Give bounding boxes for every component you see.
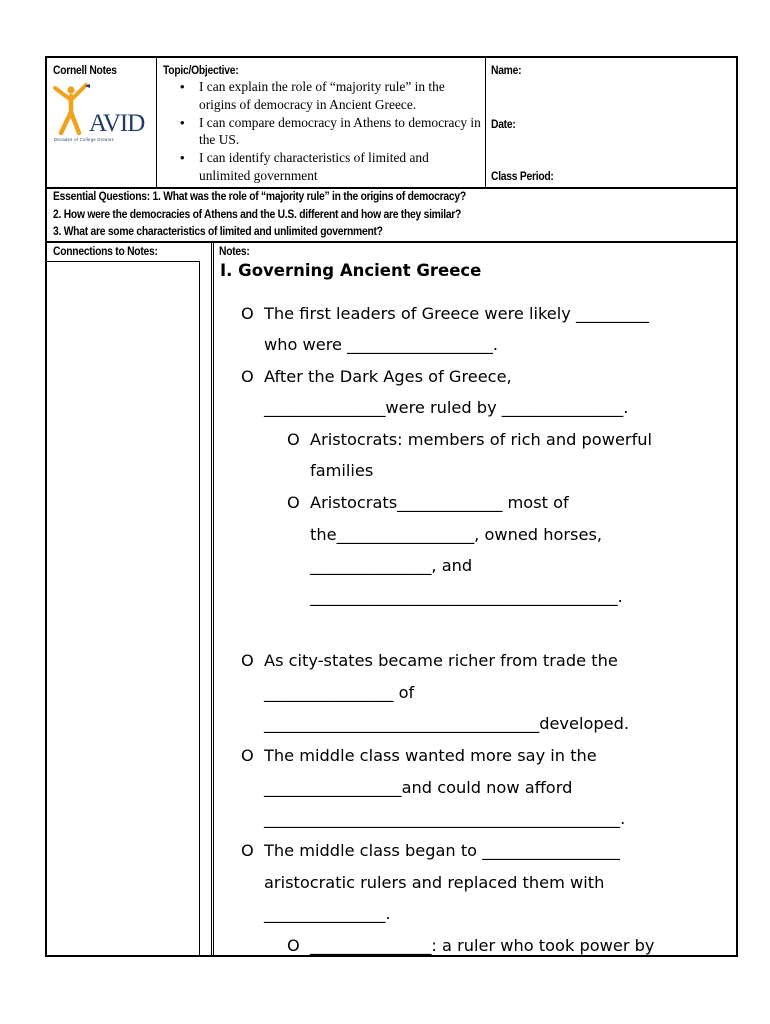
notes-line: _______________, and	[310, 556, 473, 575]
outline-bullet: O	[287, 936, 300, 955]
notes-line: ______________________________________.	[310, 587, 623, 606]
objectives-list	[177, 78, 482, 185]
avid-logo	[52, 82, 150, 144]
outline-bullet: O	[241, 841, 254, 860]
notes-line: ____________________________________________.	[264, 809, 626, 828]
outline-bullet: O	[287, 493, 300, 512]
objective-item: • I can explain the role of “majority rule” in the origins of democracy in Ancient Greece.	[177, 78, 482, 114]
notes-line: aristocratic rulers and replaced them with	[264, 873, 605, 892]
notes-line: After the Dark Ages of Greece,	[264, 367, 512, 386]
notes-line: _________________and could now afford	[264, 778, 573, 797]
notes-line: who were __________________.	[264, 335, 498, 354]
header-row	[47, 58, 736, 189]
notes-line: __________________________________developed.	[264, 714, 630, 733]
notes-label: Notes:	[219, 244, 250, 258]
cornell-label: Cornell Notes	[53, 63, 117, 77]
objective-item: • I can identify characteristics of limited and unlimited government	[177, 149, 482, 185]
connections-box	[47, 261, 200, 956]
topic-cell	[157, 58, 486, 187]
notes-line: ________________ of	[264, 683, 415, 702]
name-label: Name:	[491, 63, 522, 77]
notes-line: _______________.	[264, 904, 391, 923]
outline-bullet: O	[241, 367, 254, 386]
avid-figure-icon	[55, 84, 90, 133]
notes-line: _______________: a ruler who took power by	[310, 936, 655, 955]
notes-line: families	[310, 461, 374, 480]
notes-line: the_________________, owned horses,	[310, 525, 603, 544]
notes-line: _______________were ruled by _______________.	[264, 398, 629, 417]
essential-question-1: Essential Questions: 1. What was the role of “majority rule” in the origins of democracy?	[53, 189, 466, 203]
topic-label: Topic/Objective:	[163, 63, 239, 77]
outline-bullet: O	[241, 746, 254, 765]
notes-line: As city-states became richer from trade the	[264, 651, 618, 670]
essential-question-3: 3. What are some characteristics of limited and unlimited government?	[53, 224, 383, 238]
section-title: I. Governing Ancient Greece	[220, 261, 482, 280]
date-label: Date:	[491, 117, 516, 131]
essential-questions	[47, 187, 736, 243]
outline-bullet: O	[287, 430, 300, 449]
column-divider	[211, 241, 214, 955]
essential-question-2: 2. How were the democracies of Athens and the U.S. different and how are they similar?	[53, 207, 462, 221]
notes-line: The first leaders of Greece were likely _________	[264, 304, 649, 323]
objective-item: • I can compare democracy in Athens to democracy in the US.	[177, 114, 482, 150]
student-info-cell	[486, 58, 736, 187]
notes-body	[47, 241, 736, 955]
outline-bullet: O	[241, 304, 254, 323]
cornell-notes-sheet	[45, 56, 738, 957]
connections-label: Connections to Notes:	[53, 244, 158, 258]
cornell-cell	[47, 58, 157, 187]
avid-tagline: Decades of College Dreams	[54, 137, 114, 142]
notes-line: Aristocrats: members of rich and powerful	[310, 430, 653, 449]
notes-line: The middle class wanted more say in the	[264, 746, 597, 765]
notes-line: The middle class began to _________________	[264, 841, 620, 860]
avid-wordmark: AVID	[89, 110, 145, 137]
notes-line: Aristocrats_____________ most of	[310, 493, 569, 512]
outline-bullet: O	[241, 651, 254, 670]
class-period-label: Class Period:	[491, 169, 554, 183]
